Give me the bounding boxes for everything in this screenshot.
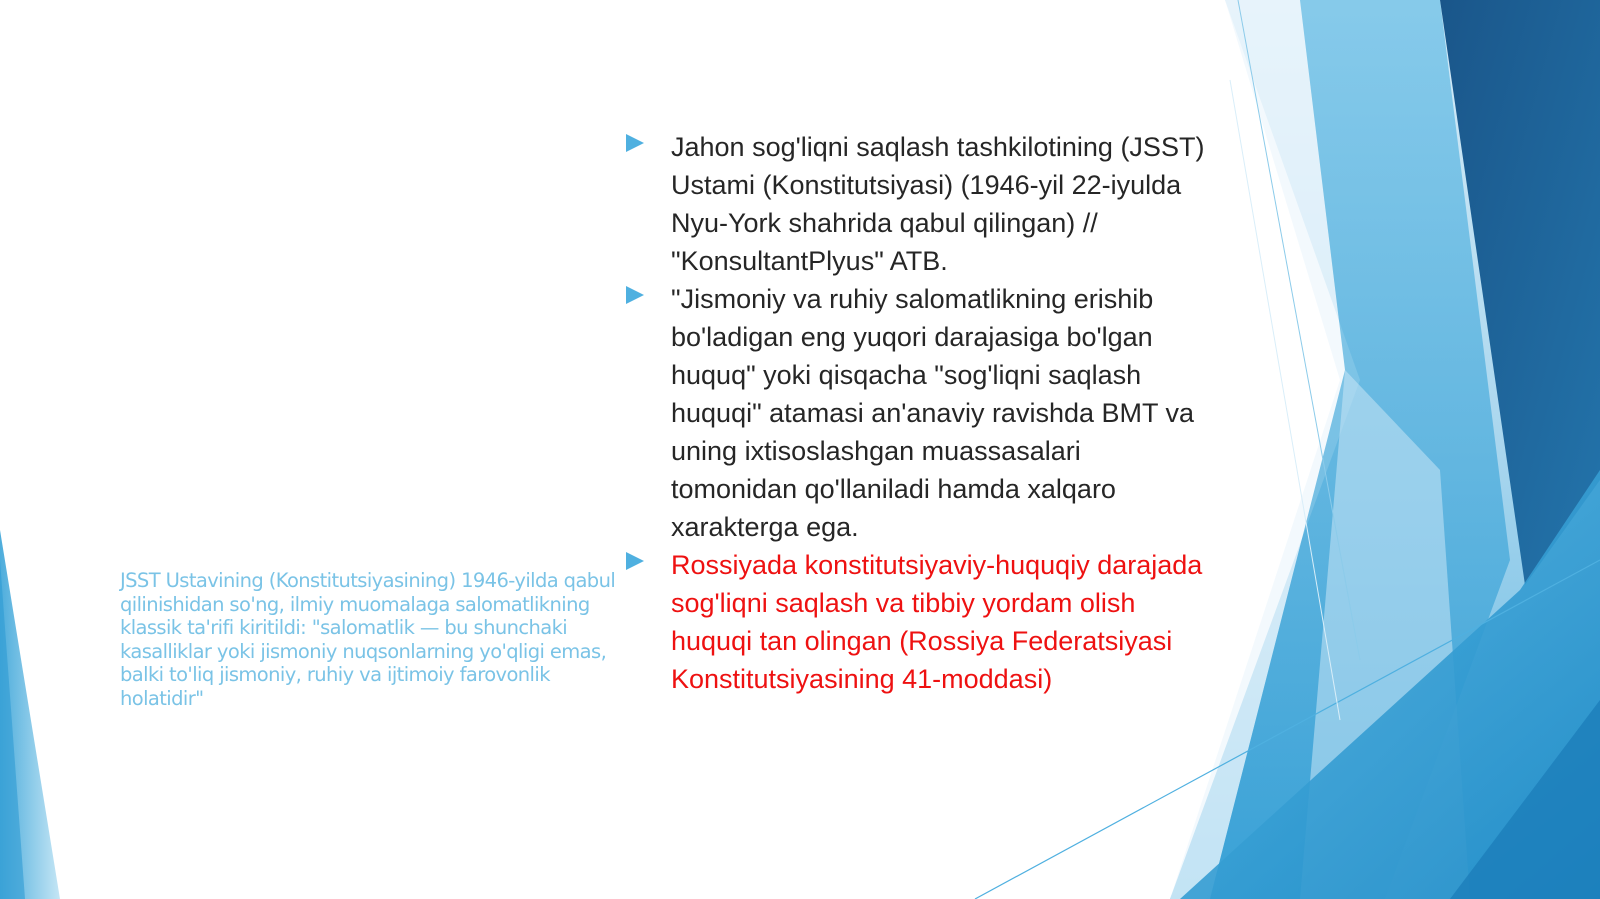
bullet-text: "Jismoniy va ruhiy salomatlikning erishib bo'ladigan eng yuqori darajasiga bo'lgan huquq" yoki qisqacha "sog'liqni saqlash huquqi" atamasi an'anaviy ravishda BMT va uning ixtisoslashgan muassasalari tomonidan qo'llaniladi hamda xalqaro xarakterga ega. [671, 284, 1195, 542]
triangle-bullet-icon [626, 286, 644, 304]
bullet-item [626, 128, 1206, 280]
bullet-item [626, 280, 1206, 546]
caption-text: JSST Ustavining (Konstitutsiyasining) 1946-yilda qabul qilinishidan so'ng, ilmiy muomalaga salomatlikning klassik ta'rifi kiritildi: "salomatlik — bu shunchaki kasalliklar yoki jismoniy nuqsonlarning yo'qligi emas, balki to'liq jismoniy, ruhiy va ijtimoiy farovonlik holatidir" [120, 569, 616, 710]
triangle-bullet-icon [626, 134, 644, 152]
bullet-list [626, 128, 1206, 698]
bullet-text: Jahon sog'liqni saqlash tashkilotining (JSST) Ustami (Konstitutsiyasi) (1946-yil 22-iyulda Nyu-York shahrida qabul qilingan) // "KonsultantPlyus" ATB. [671, 132, 1205, 276]
bullet-text: Rossiyada konstitutsiyaviy-huquqiy darajada sog'liqni saqlash va tibbiy yordam olish huquqi tan olingan (Rossiya Federatsiyasi Konstitutsiyasining 41-moddasi) [671, 550, 1203, 694]
triangle-bullet-icon [626, 552, 644, 570]
bullet-item-highlighted [626, 546, 1206, 698]
